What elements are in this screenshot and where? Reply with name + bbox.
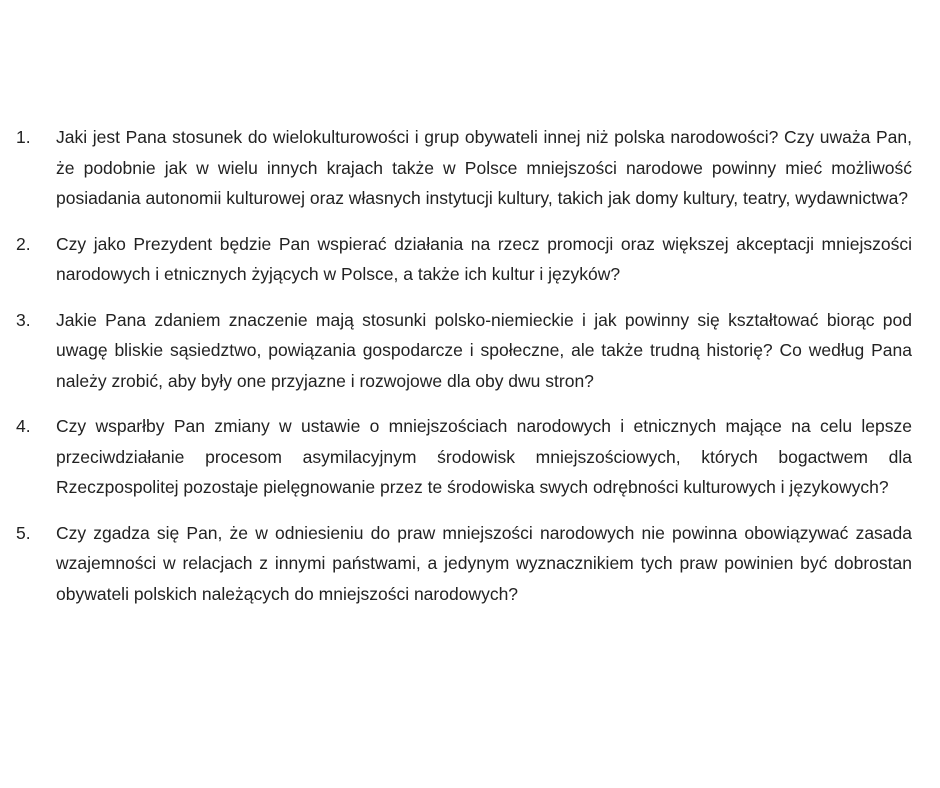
question-number: 1. bbox=[16, 127, 31, 147]
list-item-question-5 bbox=[16, 518, 912, 610]
question-number: 2. bbox=[16, 233, 31, 254]
list-item-question-3 bbox=[16, 305, 912, 397]
list-item-question-4 bbox=[16, 411, 912, 503]
question-text: Jakie Pana zdaniem znaczenie mają stosunki polsko-niemieckie i jak powinny się kształtować biorąc pod uwagę bliskie sąsiedztwo, powiązania gospodarcze i społeczne, ale także trudną historię? Co według Pana należy zrobić, aby były one przyjazne i rozwojowe dla oby dwu stron? bbox=[56, 309, 912, 391]
question-number: 3. bbox=[16, 309, 31, 330]
list-item-question-1 bbox=[16, 122, 912, 214]
question-list bbox=[16, 122, 912, 624]
question-number: 5. bbox=[16, 522, 31, 543]
list-item-question-2 bbox=[16, 229, 912, 290]
question-text: Czy zgadza się Pan, że w odniesieniu do praw mniejszości narodowych nie powinna obowiązywać zasada wzajemności w relacjach z innymi państwami, a jedynym wyznacznikiem tych praw powinien być dobrostan obywateli polskich należących do mniejszości narodowych? bbox=[56, 522, 912, 604]
question-number: 4. bbox=[16, 416, 31, 436]
question-text: Jaki jest Pana stosunek do wielokulturowości i grup obywateli innej niż polska narodowości? Czy uważa Pan, że podobnie jak w wielu innych krajach także w Polsce mniejszości narodowe powinny mieć możliwość posiadania autonomii kulturowej oraz własnych instytucji kultury, takich jak domy kultury, teatry, wydawnictwa? bbox=[56, 127, 912, 208]
question-text: Czy wsparłby Pan zmiany w ustawie o mniejszościach narodowych i etnicznych mające na celu lepsze przeciwdziałanie procesom asymilacyjnym środowisk mniejszościowych, których bogactwem dla Rzeczpospolitej pozostaje pielęgnowanie przez te środowiska swych odrębności kulturowych i językowych? bbox=[56, 416, 912, 497]
question-text: Czy jako Prezydent będzie Pan wspierać działania na rzecz promocji oraz większej akceptacji mniejszości narodowych i etnicznych żyjących w Polsce, a także ich kultur i języków? bbox=[56, 233, 912, 284]
